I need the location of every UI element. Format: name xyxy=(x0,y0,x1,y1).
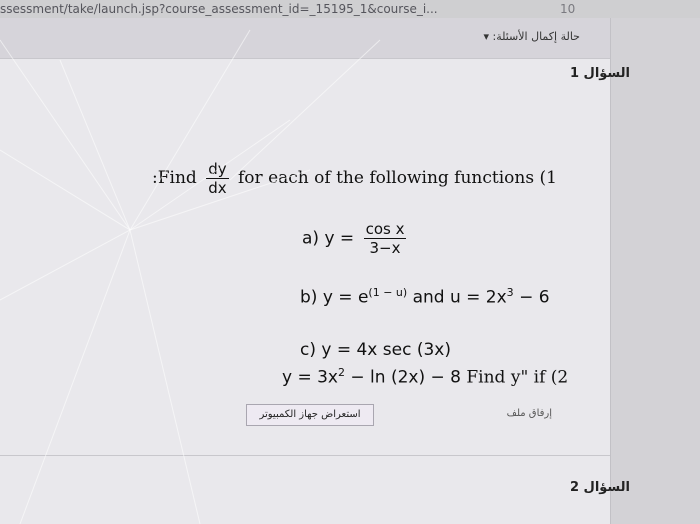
browser-address-bar[interactable] xyxy=(0,0,700,18)
right-side-panel xyxy=(610,18,700,524)
tab-count-label[interactable]: 10 xyxy=(560,2,576,16)
browse-computer-button[interactable]: استعراض جهاز الكمبيوتر xyxy=(246,404,374,426)
function-b: b) $y = e^{(1 - u)}$ and $u = 2x^3 - 6$ xyxy=(300,286,550,308)
question-1-prompt: :Find $\frac{dy}{dx}$ for each of the following functions (1 xyxy=(152,160,557,197)
question-completion-strip xyxy=(0,18,610,59)
completion-status-label[interactable]: حالة إكمال الأسئلة: ▾ xyxy=(483,30,580,43)
chevron-down-icon: ▾ xyxy=(483,30,489,43)
function-a-fraction: $\frac{\text{cos x}}{3-x}$ xyxy=(365,220,405,257)
question-2-header: السؤال 2 xyxy=(569,480,630,495)
question-1-header: السؤال 1 xyxy=(569,66,630,81)
function-d: $y = 3x^2 - \ln (2x) - 8$ Find y" if (2 xyxy=(282,366,569,388)
divider xyxy=(0,58,610,59)
attach-file-row xyxy=(0,404,610,428)
divider xyxy=(0,455,610,456)
function-c: c) y = 4x sec (3x) xyxy=(300,340,451,360)
function-a: a) y = $\frac{\text{cos x}}{3-x}$ xyxy=(302,220,405,257)
dy-dx-fraction: $\frac{dy}{dx}$ xyxy=(208,160,227,197)
attach-file-label: إرفاق ملف xyxy=(506,408,552,419)
url-text: ssessment/take/launch.jsp?course_assessment_id=_15195_1&course_i... xyxy=(0,2,438,16)
